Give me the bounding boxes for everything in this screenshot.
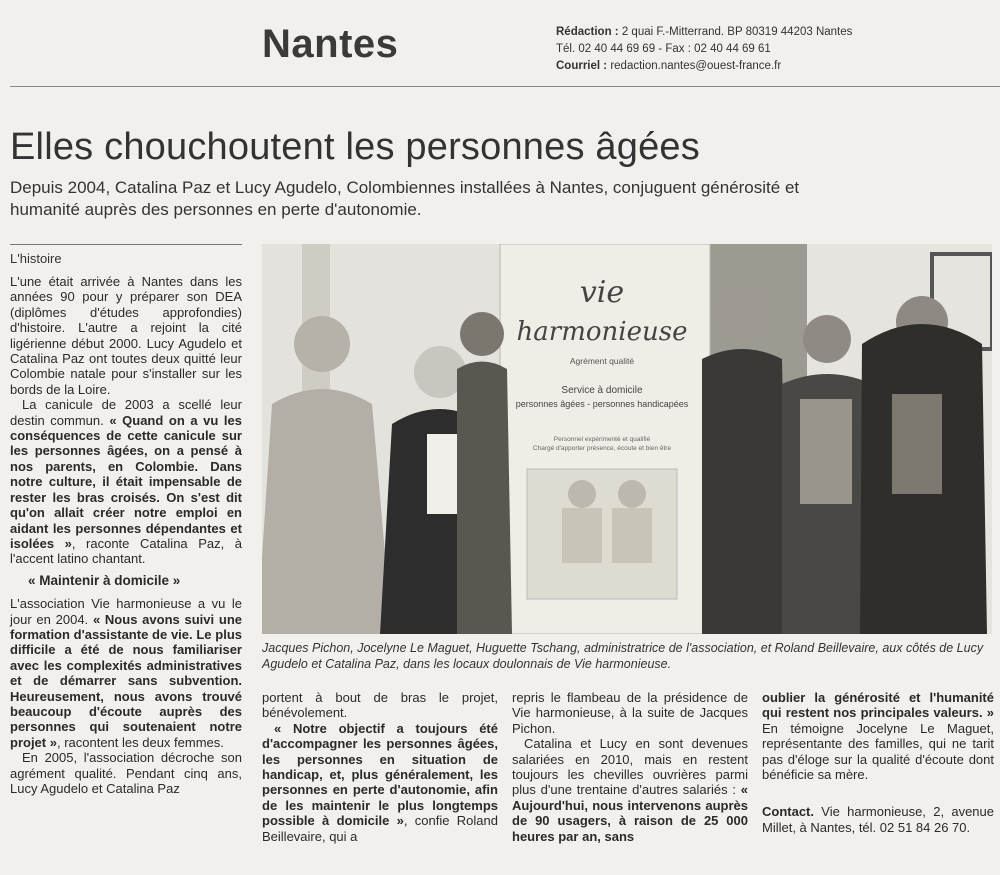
article-column-1	[10, 274, 242, 796]
article-column-2	[262, 690, 498, 844]
quote: « Notre objectif a toujours été d'accompagner les personnes âgées, les personnes en situation de handicap, et, plus généralement, les personnes en perte d'autonomie, afin de les maintenir le plus longtemps possible à domicile »	[262, 720, 498, 829]
paragraph	[762, 690, 994, 782]
text-run: , confie Roland Beillevaire, qui a	[262, 813, 498, 844]
poster-line4: Chargé d'apporter présence, écoute et bien être	[532, 445, 672, 452]
article-column-4	[762, 690, 994, 835]
paragraph	[262, 721, 498, 844]
poster-line3: Personnel expérimenté et qualifié	[553, 436, 651, 443]
paragraph: portent à bout de bras le projet, bénévolement.	[262, 690, 498, 721]
subheading: « Maintenir à domicile »	[28, 572, 181, 588]
quote: « Aujourd'hui, nous intervenons auprès de 90 usagers, à raison de 25 000 heures par an, sans	[512, 782, 748, 844]
contact-label: Contact.	[762, 804, 814, 820]
rubric-rule	[10, 244, 242, 245]
article-column-3	[512, 690, 748, 844]
contact-text: Vie harmonieuse, 2, avenue Millet, à Nantes, tél. 02 51 84 26 70.	[762, 804, 994, 835]
text-run: L'association Vie harmonieuse a vu le jour en 2004.	[10, 596, 242, 627]
photo-caption: Jacques Pichon, Jocelyne Le Maguet, Huguette Tschang, administratrice de l'association, et Roland Beillevaire, aux côtés de Lucy Agudelo et Catalina Paz, dans les locaux doulonnais de Vie harmonieuse.	[262, 641, 984, 671]
article-standfirst: Depuis 2004, Catalina Paz et Lucy Agudelo, Colombiennes installées à Nantes, conjuguent générosité et humanité auprès des personnes en perte d'autonomie.	[10, 178, 800, 219]
courriel-label: Courriel :	[556, 60, 608, 72]
poster-title-line2: harmonieuse	[516, 317, 688, 347]
text-run: En témoigne Jocelyne Le Maguet, représentante des familles, qui ne tarit pas d'éloge sur la qualité d'écoute dont bénéficie sa mère.	[762, 720, 994, 783]
quote: « Quand on a vu les conséquences de cette canicule sur les personnes âgées, on a pensé à nos parents, en Colombie. Dans notre culture, il était impensable de rester les bras croisés. On s'est dit qu'on allait créer notre emploi en aidant les personnes dépendantes et isolées »	[10, 412, 243, 551]
redaction-address: 2 quai F.-Mitterrand. BP 80319 44203 Nantes	[621, 26, 853, 38]
newsroom-phone: Tél. 02 40 44 69 69 - Fax : 02 40 44 69 61	[556, 43, 771, 55]
paragraph	[10, 596, 242, 750]
poster-line1: Service à domicile	[561, 385, 643, 396]
paragraph: repris le flambeau de la présidence de Vie harmonieuse, à la suite de Jacques Pichon.	[512, 690, 748, 736]
paragraph: L'une était arrivée à Nantes dans les années 90 pour y préparer son DEA (diplômes d'études approfondies) d'histoire. L'autre a rejoint la cité ligérienne début 2000. Lucy Agudelo et Catalina Paz ont toutes deux quitté leur Colombie natale pour s'installer sur les bords de la Loire.	[10, 274, 242, 397]
section-title: Nantes	[262, 22, 399, 66]
quote: « Nous avons suivi une formation d'assistante de vie. Le plus difficile a été de nous familiariser avec les complexités administratives et de démarrer sans subvention. Heureusement, nous avons trouvé beaucoup d'écoute auprès des personnes qui soutenaient notre projet »	[10, 611, 242, 750]
text-run: La canicule de 2003 a scellé leur destin commun.	[10, 397, 242, 428]
poster-subtitle: Agrément qualité	[569, 356, 635, 366]
header-rule	[10, 86, 1000, 87]
quote: oublier la générosité et l'humanité qui restent nos principales valeurs. »	[762, 690, 994, 721]
text-run: Catalina et Lucy en sont devenues salariées en 2010, mais en restent toujours les chevilles ouvrières parmi plus d'une trentaine d'autres salariés :	[512, 736, 748, 798]
paragraph: En 2005, l'association décroche son agrément qualité. Pendant cinq ans, Lucy Agudelo et Catalina Paz	[10, 750, 242, 796]
newsroom-contact	[556, 24, 852, 75]
text-run: , raconte Catalina Paz, à l'accent latino chantant.	[10, 535, 242, 567]
poster-line2: personnes âgées - personnes handicapées	[515, 399, 689, 409]
article-headline: Elles chouchoutent les personnes âgées	[10, 126, 700, 168]
contact-paragraph	[762, 804, 994, 835]
paragraph	[512, 736, 748, 844]
text-run: , racontent les deux femmes.	[56, 734, 224, 750]
redaction-label: Rédaction :	[556, 26, 619, 38]
paragraph	[10, 397, 242, 566]
photo-illustration	[262, 244, 992, 634]
poster-title-line1: vie	[579, 275, 625, 310]
article-photo	[262, 244, 992, 634]
courriel-email[interactable]: redaction.nantes@ouest-france.fr	[610, 60, 782, 72]
rubric-label: L'histoire	[10, 251, 62, 266]
